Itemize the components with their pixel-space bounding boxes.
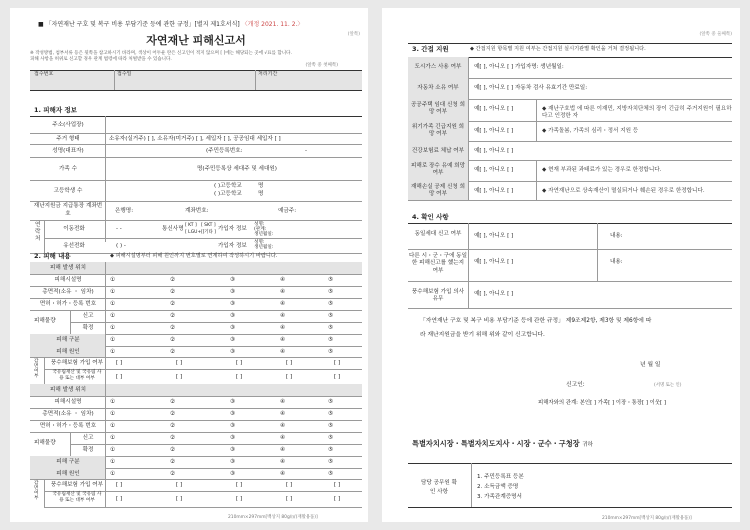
damage-area-entry-1-4: ⑤	[328, 289, 334, 295]
addressee: 특별자치시장・특별자치도지사・시장・군수・구청장 귀하	[412, 439, 593, 448]
receipt-date: 접수일	[117, 71, 132, 77]
damage-loc-label-2: 피해 발생 위치	[50, 387, 86, 393]
damage-cause-label-1: 피해 원인	[56, 349, 80, 355]
damage-facility-label-2: 피해시설명	[54, 399, 82, 405]
subscriber-relation: (관계:	[254, 227, 267, 232]
carrier-skt: [ SKT ]	[201, 223, 216, 228]
damage-confirm-entry-1-0: ①	[110, 325, 116, 331]
damage-kind-label-2: 피해 구분	[56, 459, 80, 465]
damage-facility-label-1: 피해시설명	[54, 277, 82, 283]
section-confirmation: 4. 확인 사항	[412, 213, 449, 221]
section-indirect-support: 3. 간접 지원	[412, 45, 449, 53]
damage-amount-label-2: 피해물량	[34, 440, 56, 446]
damage-permit-label-2: 면허・허가・등록 번호	[39, 423, 97, 429]
confirm-extra-1: 내용:	[610, 259, 623, 265]
indirect-value-2: 예[ ], 아니오 [ ]	[474, 106, 514, 112]
damage-report-entry-1-4: ⑤	[328, 313, 334, 319]
section-damage: 2. 피해 내용	[34, 252, 71, 260]
damage-kind-entry-1-3: ④	[280, 337, 286, 343]
damage-insured-check-2-1: [ ]	[176, 482, 183, 488]
confirm-value-0: 예[ ], 아니오 [ ]	[474, 233, 514, 239]
damage-permit-entry-2-4: ⑤	[328, 423, 334, 429]
damage-permit-label-1: 면허・허가・등록 번호	[39, 301, 97, 307]
relation-to-victim: 피해자와의 관계: 본인[ ] 가족[ ] 이장・통장[ ] 이웃[ ]	[538, 400, 666, 406]
declaration-line-1: 「자연재난 구호 및 복구 비용 부담기준 등에 관한 규정」 제9조제2항, 제3항 및 제6항에 따	[420, 318, 652, 324]
damage-area-entry-2-3: ④	[280, 411, 286, 417]
damage-report-entry-2-2: ③	[230, 435, 236, 441]
form-reference: ■ 「자연재난 구호 및 복구 비용 부담기준 등에 관한 규정」[별지 제1호서식] 〈개정 2021. 11. 2.〉	[38, 21, 304, 28]
damage-nat-check-2-0: [ ]	[116, 496, 123, 502]
confirm-value-2: 예[ ], 아니오 [ ]	[474, 291, 514, 297]
damage-area-entry-1-0: ①	[110, 289, 116, 295]
depositor-label: 예금주:	[278, 208, 297, 214]
applicant-label: 신고인:	[566, 382, 585, 388]
damage-insured-check-1-1: [ ]	[176, 360, 183, 366]
damage-confirm-label-1: 확정	[82, 325, 94, 331]
carrier-other: [ 기타 ]	[201, 230, 217, 235]
damage-amount-label-1: 피해물량	[34, 318, 56, 324]
damage-report-entry-1-3: ④	[280, 313, 286, 319]
damage-permit-entry-1-3: ④	[280, 301, 286, 307]
damage-permit-entry-1-1: ②	[170, 301, 176, 307]
damage-area-entry-1-1: ②	[170, 289, 176, 295]
damage-cause-entry-1-2: ③	[230, 349, 236, 355]
confirm-label-2: 풍수해보험 가입 의사 유무	[411, 289, 465, 303]
damage-kind-entry-1-1: ②	[170, 337, 176, 343]
damage-insured-check-1-3: [ ]	[286, 360, 293, 366]
page-tag: (앞쪽)	[347, 32, 360, 37]
damage-facility-entry-2-2: ③	[230, 399, 236, 405]
contact-label: 연락처	[35, 222, 41, 242]
family-label: 가족 수	[59, 166, 77, 172]
subscriber-birth: 생년월일:	[254, 232, 274, 237]
damage-permit-entry-1-2: ③	[230, 301, 236, 307]
indirect-value-6: 예[ ], 아니오 [ ]	[474, 188, 514, 194]
damage-insured-check-1-0: [ ]	[116, 360, 123, 366]
landline-value: ( ) -	[116, 243, 126, 249]
damage-cause-entry-1-4: ⑤	[328, 349, 334, 355]
damage-area-entry-2-2: ③	[230, 411, 236, 417]
damage-facility-entry-1-3: ④	[280, 277, 286, 283]
damage-permit-entry-1-4: ⑤	[328, 301, 334, 307]
damage-permit-entry-1-0: ①	[110, 301, 116, 307]
damage-permit-entry-2-3: ④	[280, 423, 286, 429]
damage-cause-entry-2-1: ②	[170, 471, 176, 477]
student-school-b: ( )고등학교	[214, 191, 242, 197]
page-tag-right: (앞쪽 중 둘째쪽)	[699, 32, 732, 37]
account-number-label: 계좌번호:	[185, 208, 209, 214]
notice-line-2: 피해 사항을 허위로 신고할 경우 관계 법령에 따라 처벌받을 수 있습니다.	[30, 57, 172, 62]
indirect-label-6: 재해손실 공제 신청 희망 여부	[411, 184, 465, 197]
indirect-label-2: 공공주택 임대 신청 희망 여부	[411, 102, 465, 115]
damage-confirm-entry-1-1: ②	[170, 325, 176, 331]
student-count-a: 명	[258, 183, 264, 189]
indirect-value-1: 예[ ], 아니오 [ ] 자동차 검사 유효기간 만료일:	[474, 85, 588, 91]
officer-item-2: 2. 소득금액 증명	[477, 484, 519, 490]
mobile-dash: - -	[116, 226, 122, 232]
confirm-label-0: 동일세대 신고 여부	[414, 231, 462, 237]
student-school-a: ( )고등학교	[214, 183, 242, 189]
damage-facility-entry-2-4: ⑤	[328, 399, 334, 405]
damage-insured-check-2-2: [ ]	[236, 482, 243, 488]
receipt-number: 접수번호	[34, 71, 54, 77]
damage-confirm-entry-1-4: ⑤	[328, 325, 334, 331]
indirect-value-5: 예[ ], 아니오 [ ]	[474, 167, 514, 173]
damage-report-entry-2-0: ①	[110, 435, 116, 441]
damage-facility-entry-1-1: ②	[170, 277, 176, 283]
landline-subscriber-name: 성명:	[254, 240, 265, 245]
damage-area-label-2: 총면적(소유 ・ 임차)	[42, 411, 94, 417]
damage-cause-entry-1-3: ④	[280, 349, 286, 355]
damage-confirm-entry-2-2: ③	[230, 447, 236, 453]
damage-area-entry-2-1: ②	[170, 411, 176, 417]
damage-kind-entry-2-2: ③	[230, 459, 236, 465]
paper-spec-right: 210mm×297mm[백상지 80g/㎡(재활용품)]	[602, 516, 692, 521]
damage-report-entry-2-4: ⑤	[328, 435, 334, 441]
declaration-date: 년 월 일	[640, 362, 661, 368]
damage-area-entry-1-3: ④	[280, 289, 286, 295]
indirect-label-1: 자동차 소유 여부	[417, 85, 459, 91]
damage-insured-check-1-2: [ ]	[236, 360, 243, 366]
indirect-note-5: ◆ 현재 부과된 과태료가 있는 경우로 한정합니다.	[542, 167, 662, 173]
account-label: 재난지원금 지급통장 계좌번호	[33, 203, 103, 217]
residence-label: 주거 형태	[56, 136, 80, 142]
damage-confirm-entry-1-2: ③	[230, 325, 236, 331]
rrn-label: (주민등록번호:	[206, 148, 243, 154]
damage-loc-label-1: 피해 발생 위치	[50, 265, 86, 271]
damage-report-label-2: 신고	[82, 435, 94, 441]
damage-note: ◆ 피해시설명부터 피해 원인까지 번호별로 연계하여 작성하시기 바랍니다.	[110, 253, 278, 259]
indirect-label-5: 피해로 장수 유예 희망 여부	[411, 163, 465, 176]
damage-confirm-entry-1-3: ④	[280, 325, 286, 331]
officer-check-label: 담당 공무원 확인 사항	[421, 480, 457, 495]
damage-nat-check-2-1: [ ]	[176, 496, 183, 502]
damage-nat-check-1-2: [ ]	[236, 374, 243, 380]
damage-kind-label-1: 피해 구분	[56, 337, 80, 343]
damage-insured-check-2-0: [ ]	[116, 482, 123, 488]
student-label: 고등학생 수	[53, 188, 83, 194]
damage-area-label-1: 총면적(소유 ・ 임차)	[42, 289, 94, 295]
confirm-label-1: 다른 시・군・구에 동일한 피해신고를 했는지 여부	[409, 253, 467, 274]
damage-cause-entry-2-3: ④	[280, 471, 286, 477]
damage-side-label-2: 감면여부	[34, 481, 39, 502]
damage-confirm-entry-2-1: ②	[170, 447, 176, 453]
damage-side-label-1: 감면여부	[34, 359, 39, 380]
damage-nat-check-2-3: [ ]	[286, 496, 293, 502]
indirect-note-2: ◆ 재난구호법 에 따른 이재민, 지방자치단체의 장이 긴급히 주거지원이 필요하다고 인정한 자	[542, 106, 732, 119]
form-title: 자연재난 피해신고서	[146, 34, 246, 47]
indirect-value-0: 예[ ], 아니오 [ ] 가입자명: 생년월일:	[474, 64, 564, 70]
damage-area-entry-2-0: ①	[110, 411, 116, 417]
damage-kind-entry-2-0: ①	[110, 459, 116, 465]
damage-kind-entry-1-2: ③	[230, 337, 236, 343]
damage-confirm-entry-2-0: ①	[110, 447, 116, 453]
damage-report-entry-2-1: ②	[170, 435, 176, 441]
damage-kind-entry-2-1: ②	[170, 459, 176, 465]
damage-facility-entry-1-4: ⑤	[328, 277, 334, 283]
notice-pages: (앞쪽 중 첫째쪽)	[305, 63, 338, 68]
damage-insured-check-2-3: [ ]	[286, 482, 293, 488]
damage-facility-entry-1-2: ③	[230, 277, 236, 283]
damage-kind-entry-1-4: ⑤	[328, 337, 334, 343]
notice-line-1: ※ 작성방법, 첨부서류 등은 뒷쪽을 참고하시기 바라며, 색상이 어두운 란은 신고인이 적지 않으며 [ ]에는 해당되는 곳에 √표를 합니다.	[30, 51, 292, 56]
damage-report-label-1: 신고	[82, 313, 94, 319]
subscriber-info-label: 가입자 정보	[218, 226, 247, 232]
address-label: 주소(사업장)	[52, 122, 84, 128]
residence-options: 소유자(실거주) [ ], 소유자(미거주) [ ], 세입자 [ ], 공공임대 세입자 [ ]	[109, 136, 281, 142]
damage-nat-label-2: 국유림재산 및 국유림 사용 또는 대부 여부	[52, 492, 102, 503]
damage-nat-check-1-3: [ ]	[286, 374, 293, 380]
landline-subscriber-birth: 생년월일:	[254, 245, 274, 250]
indirect-label-4: 건강보험료 체납 여부	[411, 148, 465, 154]
damage-kind-entry-1-0: ①	[110, 337, 116, 343]
damage-nat-check-2-4: [ ]	[334, 496, 341, 502]
form-page-front	[10, 8, 368, 522]
damage-nat-check-1-1: [ ]	[176, 374, 183, 380]
carrier-lgu: [ LGU+ ]	[185, 230, 205, 235]
confirm-extra-0: 내용:	[610, 233, 623, 239]
damage-insured-label-1: 풍수해보험 가입 여부	[50, 360, 104, 366]
subscriber-name: 성명:	[254, 222, 265, 227]
damage-cause-label-2: 피해 원인	[56, 471, 80, 477]
indirect-support-note: ◆ 간접지원 항목별 지원 여부는 간접지원 실시기관별 확인을 거쳐 결정됩니다.	[470, 46, 646, 52]
damage-facility-entry-1-0: ①	[110, 277, 116, 283]
bank-label: 은행명:	[115, 208, 134, 214]
damage-confirm-entry-2-4: ⑤	[328, 447, 334, 453]
damage-report-entry-1-0: ①	[110, 313, 116, 319]
confirm-value-1: 예[ ], 아니오 [ ]	[474, 259, 514, 265]
damage-kind-entry-2-3: ④	[280, 459, 286, 465]
damage-cause-entry-1-0: ①	[110, 349, 116, 355]
damage-area-entry-1-2: ③	[230, 289, 236, 295]
indirect-value-4: 예[ ], 아니오 [ ]	[474, 148, 514, 154]
indirect-label-0: 도시가스 사용 여부	[414, 64, 462, 70]
name-label: 성명(대표자)	[52, 148, 84, 154]
family-value: 명(주민등록상 세대주 및 세대원)	[197, 166, 277, 172]
damage-confirm-entry-2-3: ④	[280, 447, 286, 453]
carrier-kt: [ KT ]	[185, 223, 197, 228]
officer-item-3: 3. 가족관계증명서	[477, 494, 522, 500]
processing-period: 처리기간	[258, 71, 278, 77]
landline-label: 유선전화	[63, 243, 85, 249]
damage-confirm-label-2: 확정	[82, 447, 94, 453]
indirect-value-3: 예[ ], 아니오 [ ]	[474, 128, 514, 134]
damage-nat-check-1-4: [ ]	[334, 374, 341, 380]
damage-nat-check-1-0: [ ]	[116, 374, 123, 380]
damage-facility-entry-2-1: ②	[170, 399, 176, 405]
officer-item-1: 1. 주민등록표 등본	[477, 474, 524, 480]
form-page-back	[382, 8, 740, 522]
section-victim-info: 1. 피해자 정보	[34, 106, 77, 114]
damage-permit-entry-2-1: ②	[170, 423, 176, 429]
damage-area-entry-2-4: ⑤	[328, 411, 334, 417]
indirect-note-6: ◆ 자연재난으로 상속재산이 멸실되거나 훼손된 경우로 한정합니다.	[542, 188, 705, 194]
damage-nat-label-1: 국유림재산 및 국유림 사용 또는 대부 여부	[52, 370, 102, 381]
damage-kind-entry-2-4: ⑤	[328, 459, 334, 465]
landline-subscriber-info: 가입자 정보	[218, 243, 247, 249]
damage-cause-entry-2-2: ③	[230, 471, 236, 477]
damage-permit-entry-2-0: ①	[110, 423, 116, 429]
declaration-line-2: 라 재난지원금을 받기 위해 위와 같이 신고합니다.	[420, 332, 545, 338]
damage-report-entry-2-3: ④	[280, 435, 286, 441]
damage-report-entry-1-2: ③	[230, 313, 236, 319]
carrier-label: 통신사명	[162, 226, 184, 232]
mobile-label: 이동전화	[63, 226, 85, 232]
indirect-label-3: 위기가족 긴급지원 희망 여부	[411, 124, 465, 137]
damage-insured-label-2: 풍수해보험 가입 여부	[50, 482, 104, 488]
signature-note: (서명 또는 인)	[654, 383, 682, 388]
rrn-dash: -	[305, 148, 308, 154]
damage-insured-check-1-4: [ ]	[334, 360, 341, 366]
damage-insured-check-2-4: [ ]	[334, 482, 341, 488]
damage-nat-check-2-2: [ ]	[236, 496, 243, 502]
damage-report-entry-1-1: ②	[170, 313, 176, 319]
damage-cause-entry-2-4: ⑤	[328, 471, 334, 477]
paper-spec: 210mm×297mm[백상지 80g/㎡(재활용품)]	[228, 515, 318, 520]
damage-facility-entry-2-0: ①	[110, 399, 116, 405]
damage-cause-entry-2-0: ①	[110, 471, 116, 477]
indirect-note-3: ◆ 가족돌봄, 가족의 심리・정서 지원 등	[542, 128, 639, 134]
damage-permit-entry-2-2: ③	[230, 423, 236, 429]
damage-cause-entry-1-1: ②	[170, 349, 176, 355]
student-count-b: 명	[258, 191, 264, 197]
damage-facility-entry-2-3: ④	[280, 399, 286, 405]
